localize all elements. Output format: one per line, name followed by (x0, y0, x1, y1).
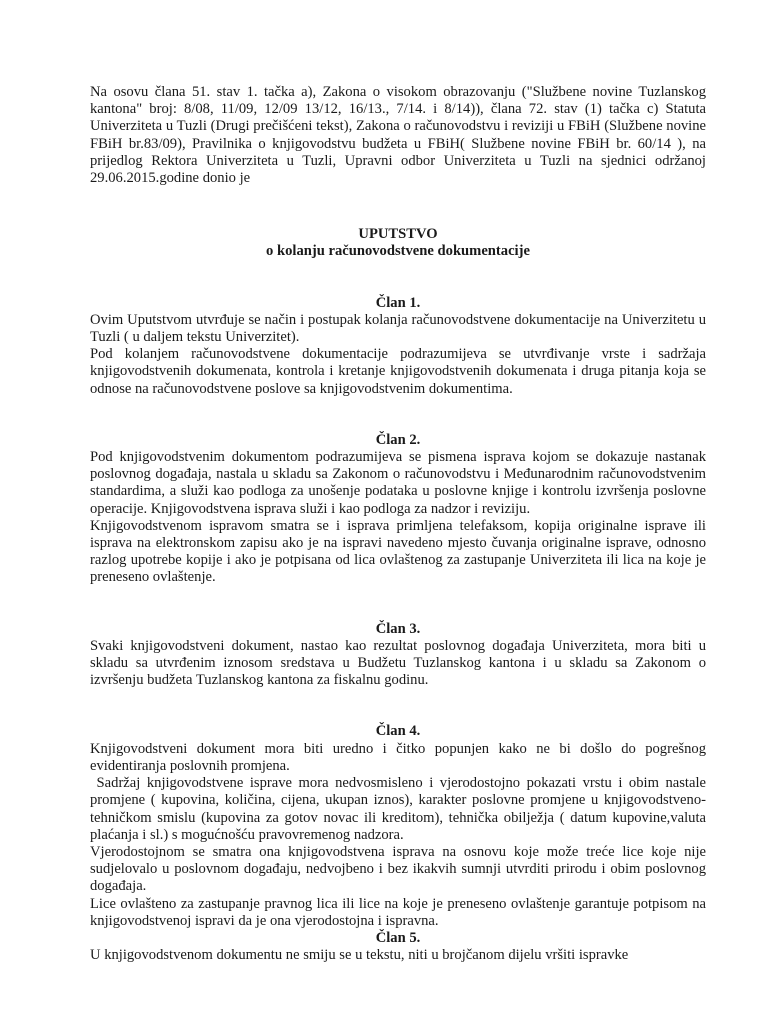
preamble-paragraph: Na osovu člana 51. stav 1. tačka a), Zakona o visokom obrazovanju ("Službene novine Tuzlanskog kantona" broj: 8/08, 11/09, 12/09 13/12, 16/13., 7/14. i 8/14)), člana 72. stav (1) tačka c) Statuta Univerziteta u Tuzli (Drugi prečišćeni tekst), Zakona o računovodstvu i reviziji u FBiH (Službene novine FBiH br.83/09), Pravilnika o knjigovodstvu budžeta u FBiH( Službene novine FBiH br. 60/14 ), na prijedlog Rektora Univerziteta u Tuzli, Upravni odbor Univerziteta u Tuzli na sjednici održanoj 29.06.2015.godine donio je (90, 84, 706, 187)
article-5-paragraph: U knjigovodstvenom dokumentu ne smiju se u tekstu, niti u brojčanom dijelu vršiti ispravke (90, 947, 629, 964)
article-1-paragraph: Ovim Uputstvom utvrđuje se način i postupak kolanja računovodstvene dokumentacije na Univerzitetu u Tuzli ( u daljem tekstu Univerzitet). (90, 311, 706, 346)
article-4-paragraph: Knjigovodstveni dokument mora biti uredno i čitko popunjen kako ne bi došlo do pogrešnog evidentiranja poslovnih promjena. (90, 740, 706, 774)
article-5-heading: Član 5. (375, 929, 421, 946)
article-1-heading: Član 1. (375, 294, 421, 311)
article-2-heading: Član 2. (375, 431, 421, 448)
document-page (90, 84, 710, 964)
article-1-paragraph: Pod kolanjem računovodstvene dokumentacije podrazumijeva se utvrđivanje vrste i sadržaja knjigovodstvenih dokumenata, kontrola i kretanje knjigovodstvenih dokumenata i druga pitanja koja se odnose na računovodstvene poslove sa knjigovodstvenim dokumentima. (90, 346, 706, 397)
document-subtitle: o kolanju računovodstvene dokumentacije (266, 243, 530, 260)
article-4-heading: Član 4. (375, 723, 421, 740)
article-3-paragraph: Svaki knjigovodstveni dokument, nastao kao rezultat poslovnog događaja Univerziteta, mora biti u skladu sa utvrđenim iznosom sredstava u Budžetu Tuzlanskog kantona i u skladu sa Zakonom o izvršenju budžeta Tuzlanskog kantona za fiskalnu godinu. (90, 637, 706, 689)
document-title-block (90, 226, 706, 260)
document-title: UPUTSTVO (358, 226, 438, 243)
article-4-paragraph: Lice ovlašteno za zastupanje pravnog lica ili lice na koje je preneseno ovlaštenje garantuje potpisom na knjigovodstvenoj ispravi da je ona vjerodostojna i ispravna. (90, 895, 706, 929)
article-2-paragraph: Knjigovodstvenom ispravom smatra se i isprava primljena telefaksom, kopija originalne isprave ili isprava na elektronskom zapisu ako je na ispravi navedeno mjesto čuvanja originalne isprave, odnosno razlog upotrebe kopije i ako je potpisana od lica ovlaštenog za zastupanje Univerziteta ili lica na koje je preneseno ovlaštenje. (90, 517, 706, 586)
article-4-paragraph: Vjerodostojnom se smatra ona knjigovodstvena isprava na osnovu koje može treće lice koje nije sudjelovalo u poslovnom događaju, nedvojbeno i bez ikakvih sumnji utvrditi prirodu i obim poslovnog događaja. (90, 843, 706, 895)
article-3-heading: Član 3. (375, 620, 421, 637)
article-4-paragraph: Sadržaj knjigovodstvene isprave mora nedvosmisleno i vjerodostojno pokazati vrstu i obim nastale promjene ( kupovina, količina, cijena, ukupan iznos), karakter poslovne promjene u knjigovodstveno- tehničkom smislu (kupovina za gotov novac ili kreditom), tehnička obilježja ( datum kupovine,valuta plaćanja i sl.) s mogućnošću pravovremenog nadzora. (90, 775, 710, 843)
article-2-paragraph: Pod knjigovodstvenim dokumentom podrazumijeva se pismena isprava kojom se dokazuje nastanak poslovnog događaja, nastala u skladu sa Zakonom o računovodstvu i Međunarodnim računovodstvenim standardima, a služi kao podloga za unošenje podataka u poslovne knjige i kontrolu izvršenja poslovne operacije. Knjigovodstvena isprava služi i kao podloga za nadzor i reviziju. (90, 449, 706, 517)
